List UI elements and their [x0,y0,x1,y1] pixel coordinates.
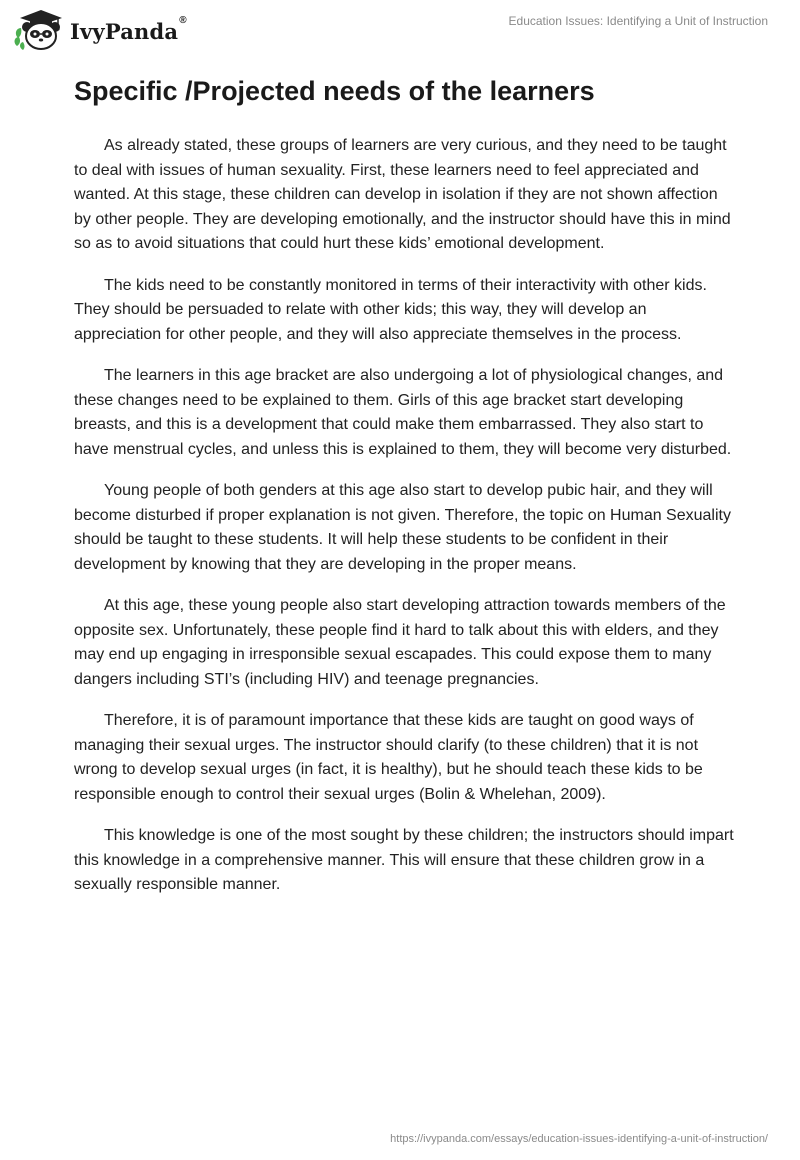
paragraph-7: This knowledge is one of the most sought by these children; the instructors should impart this knowledge in a comprehensive manner. This will ensure that these children grow in a sexually responsible manner. [74,827,734,893]
paragraph-5: At this age, these young people also start developing attraction towards members of the opposite sex. Unfortunately, these people find it hard to talk about this with elders, and they may end up engaging in irresponsible sexual escapades. This could expose them to many dangers including STI’s (including HIV) and teenage pregnancies. [74,597,726,688]
paragraph-6: Therefore, it is of paramount importance that these kids are taught on good ways of managing their sexual urges. The instructor should clarify (to these children) that it is not wrong to develop sexual urges (in fact, it is healthy), but he should teach these kids to be responsible enough to control their sexual urges (Bolin & Whelehan, 2009). [74,712,703,803]
registered-mark: ® [179,14,187,26]
ivypanda-logo[interactable] [14,6,187,52]
document-title: Education Issues: Identifying a Unit of Instruction [508,14,768,28]
panda-graduate-icon [14,6,64,52]
paragraph-2: The kids need to be constantly monitored in terms of their interactivity with other kids. They should be persuaded to relate with other kids; this way, they will develop an appreciation for other people, and they will also appreciate themselves in the process. [74,276,707,343]
brand-name: IvyPanda® [70,14,187,44]
paragraph-4: Young people of both genders at this age also start to develop pubic hair, and they will become disturbed if proper explanation is not given. Therefore, the topic on Human Sexuality should be taught to these students. It will help these students to be confident in their development by knowing that they are developing in the proper means. [74,482,731,573]
article-content [74,72,734,915]
source-url[interactable]: https://ivypanda.com/essays/education-issues-identifying-a-unit-of-instruction/ [390,1133,768,1145]
paragraph-3: The learners in this age bracket are also undergoing a lot of physiological changes, and these changes need to be explained to them. Girls of this age bracket start developing breasts, and this is a development that could make them embarrassed. They also start to have menstrual cycles, and unless this is explained to them, they will become very disturbed. [74,367,732,458]
paragraph-1: As already stated, these groups of learners are very curious, and they need to be taught to deal with issues of human sexuality. First, these learners need to feel appreciated and wanted. At this stage, these children can develop in isolation if they are not shown affection by other people. They are developing emotionally, and the instructor should have this in mind so as to avoid situations that could hurt these kids’ emotional development. [74,137,731,252]
section-heading: Specific /Projected needs of the learners [74,76,595,106]
page-header [0,0,800,56]
